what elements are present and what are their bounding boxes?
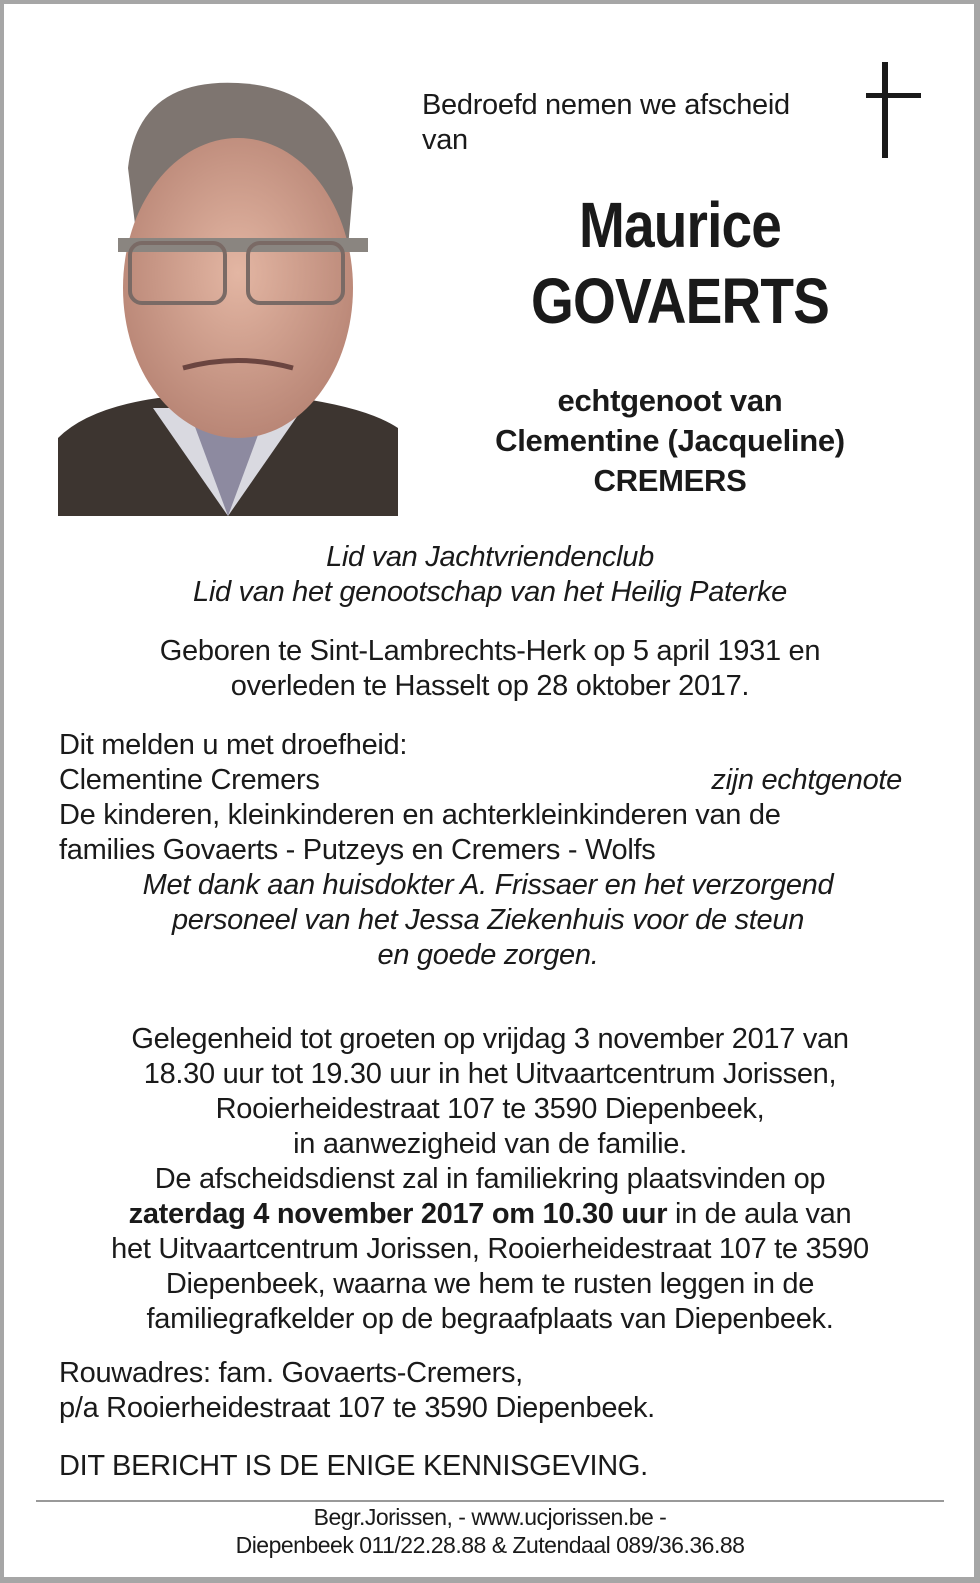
death-line: overleden te Hasselt op 28 oktober 2017. bbox=[230, 670, 750, 702]
service-datetime: zaterdag 4 november 2017 om 10.30 uur bbox=[128, 1198, 668, 1230]
footer-line-2: Diepenbeek 011/22.28.88 & Zutendaal 089/36.36.88 bbox=[235, 1532, 745, 1558]
deceased-last-name: GOVAERTS bbox=[531, 265, 829, 337]
deceased-first-name: Maurice bbox=[579, 189, 781, 261]
service-line-1 bbox=[0, 1197, 980, 1232]
spouse-line-1: echtgenoot van bbox=[557, 383, 783, 418]
service-line-4: familiegrafkelder op de begraafplaats van Diepenbeek. bbox=[146, 1303, 834, 1335]
visitation-3: Rooierheidestraat 107 te 3590 Diepenbeek, bbox=[215, 1093, 765, 1125]
visitation-4: in aanwezigheid van de familie. bbox=[293, 1128, 687, 1160]
spouse-line-2: Clementine (Jacqueline) bbox=[495, 423, 845, 458]
portrait-photo bbox=[58, 78, 398, 516]
spouse-line-3: CREMERS bbox=[593, 463, 747, 498]
visitation-5: De afscheidsdienst zal in familiekring plaatsvinden op bbox=[154, 1163, 826, 1195]
intro-line-1: Bedroefd nemen we afscheid bbox=[422, 89, 790, 121]
announce-family-2: families Govaerts - Putzeys en Cremers - Wolfs bbox=[59, 834, 656, 866]
thanks-1: Met dank aan huisdokter A. Frissaer en het verzorgend bbox=[142, 869, 834, 901]
thanks-2: personeel van het Jessa Ziekenhuis voor de steun bbox=[171, 904, 805, 936]
announce-intro: Dit melden u met droefheid: bbox=[59, 729, 408, 761]
announce-family-1: De kinderen, kleinkinderen en achterkleinkinderen van de bbox=[59, 799, 781, 831]
notice: DIT BERICHT IS DE ENIGE KENNISGEVING. bbox=[59, 1450, 648, 1482]
address-1: Rouwadres: fam. Govaerts-Cremers, bbox=[59, 1357, 523, 1389]
membership-1: Lid van Jachtvriendenclub bbox=[326, 541, 654, 573]
visitation-2: 18.30 uur tot 19.30 uur in het Uitvaartcentrum Jorissen, bbox=[143, 1058, 837, 1090]
service-line-3: Diepenbeek, waarna we hem te rusten leggen in de bbox=[165, 1268, 815, 1300]
cross-icon bbox=[882, 62, 888, 158]
cross-icon-bar bbox=[866, 93, 921, 98]
address-2: p/a Rooierheidestraat 107 te 3590 Diepenbeek. bbox=[59, 1392, 655, 1424]
announce-spouse-name: Clementine Cremers bbox=[59, 764, 320, 796]
footer-divider bbox=[36, 1500, 944, 1502]
service-line-2: het Uitvaartcentrum Jorissen, Rooierheidestraat 107 te 3590 bbox=[111, 1233, 869, 1265]
announce-spouse-role: zijn echtgenote bbox=[711, 764, 902, 796]
birth-line: Geboren te Sint-Lambrechts-Herk op 5 april 1931 en bbox=[159, 635, 821, 667]
thanks-3: en goede zorgen. bbox=[377, 939, 599, 971]
visitation-1: Gelegenheid tot groeten op vrijdag 3 november 2017 van bbox=[131, 1023, 849, 1055]
service-location-start: in de aula van bbox=[667, 1198, 852, 1230]
intro-line-2: van bbox=[422, 124, 468, 156]
footer-line-1: Begr.Jorissen, - www.ucjorissen.be - bbox=[313, 1504, 667, 1530]
membership-2: Lid van het genootschap van het Heilig Paterke bbox=[193, 576, 787, 608]
